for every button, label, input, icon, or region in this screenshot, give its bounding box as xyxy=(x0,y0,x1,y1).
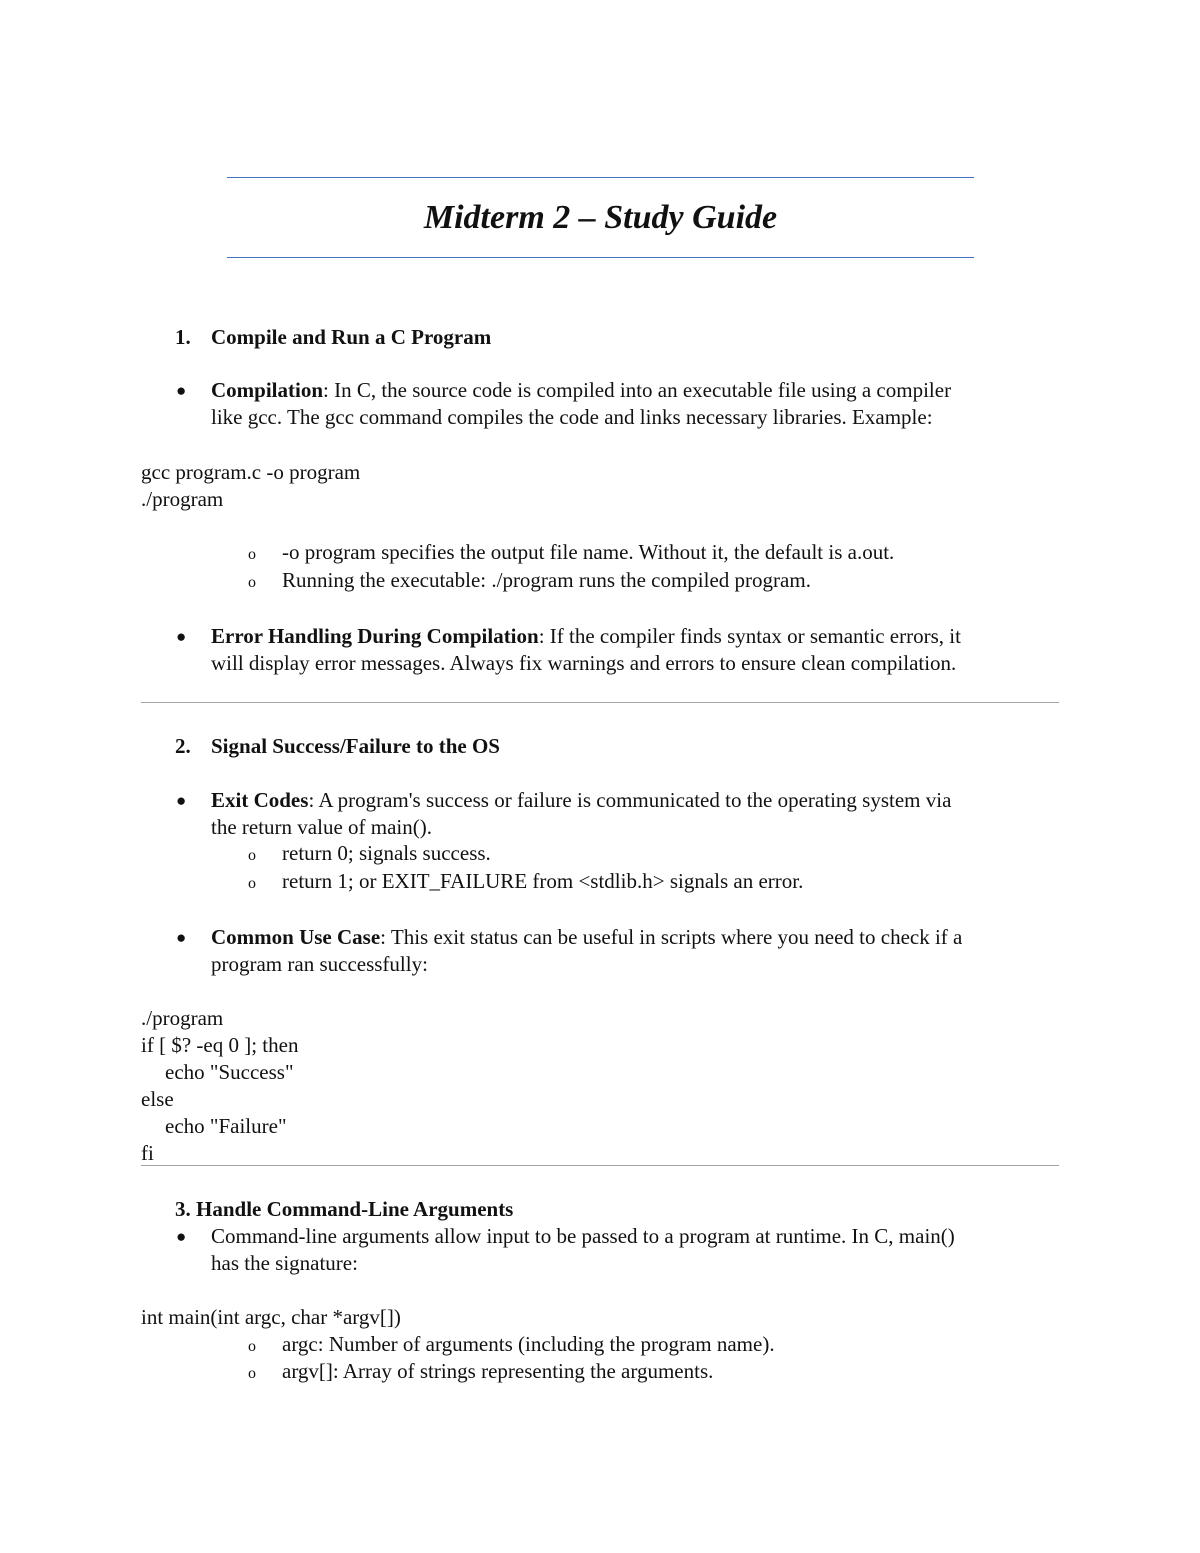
section-1-subitem: Running the executable: ./program runs the compiled program. xyxy=(282,568,811,592)
exit-codes-line-1 xyxy=(211,787,951,814)
use-case-text: : This exit status can be useful in scripts where you need to check if a xyxy=(380,925,963,949)
bullet-icon: ● xyxy=(176,1227,187,1246)
sub-bullet-icon: o xyxy=(248,847,256,864)
section-3-heading: 3. Handle Command-Line Arguments xyxy=(175,1197,514,1221)
bullet-icon: ● xyxy=(176,791,187,810)
code-line: ./program xyxy=(141,487,224,511)
error-handling-line-1 xyxy=(211,623,961,650)
code-line: echo "Success" xyxy=(165,1060,294,1084)
error-handling-line-2: will display error messages. Always fix warnings and errors to ensure clean compilation. xyxy=(211,651,957,675)
code-line: gcc program.c -o program xyxy=(141,460,361,484)
section-2-heading: Signal Success/Failure to the OS xyxy=(211,734,500,758)
compilation-text: : In C, the source code is compiled into an executable file using a compiler xyxy=(323,378,952,402)
code-line: fi xyxy=(141,1141,154,1165)
use-case-line-1 xyxy=(211,924,962,951)
section-1-number: 1. xyxy=(175,325,191,349)
exit-codes-text: : A program's success or failure is communicated to the operating system via xyxy=(308,788,952,812)
page-title: Midterm 2 – Study Guide xyxy=(423,199,778,236)
section-divider xyxy=(141,702,1059,703)
compilation-line-2: like gcc. The gcc command compiles the code and links necessary libraries. Example: xyxy=(211,405,933,429)
code-line: echo "Failure" xyxy=(165,1114,287,1138)
section-3-subitem: argc: Number of arguments (including the program name). xyxy=(282,1332,775,1356)
section-3-subitem: argv[]: Array of strings representing the arguments. xyxy=(282,1359,714,1383)
title-rule-top xyxy=(227,177,974,178)
bullet-icon: ● xyxy=(176,381,187,400)
exit-codes-term: Exit Codes xyxy=(211,788,309,812)
code-line: else xyxy=(141,1087,174,1111)
code-line: int main(int argc, char *argv[]) xyxy=(141,1305,401,1329)
compilation-line-1 xyxy=(211,377,951,404)
error-handling-text: : If the compiler finds syntax or semantic errors, it xyxy=(538,624,961,648)
code-line: ./program xyxy=(141,1006,224,1030)
section-divider xyxy=(141,1165,1059,1166)
use-case-line-2: program ran successfully: xyxy=(211,952,428,976)
section-3-bullet-line-1: Command-line arguments allow input to be passed to a program at runtime. In C, main() xyxy=(211,1224,955,1248)
sub-bullet-icon: o xyxy=(248,1365,256,1382)
section-2-subitem: return 0; signals success. xyxy=(282,841,491,865)
title-rule-bottom xyxy=(227,257,974,258)
section-2-number: 2. xyxy=(175,734,191,758)
sub-bullet-icon: o xyxy=(248,875,256,892)
error-handling-term: Error Handling During Compilation xyxy=(211,624,539,648)
section-1-subitem: -o program specifies the output file name. Without it, the default is a.out. xyxy=(282,540,895,564)
sub-bullet-icon: o xyxy=(248,574,256,591)
section-3-bullet-line-2: has the signature: xyxy=(211,1251,358,1275)
sub-bullet-icon: o xyxy=(248,546,256,563)
exit-codes-line-2: the return value of main(). xyxy=(211,815,432,839)
bullet-icon: ● xyxy=(176,928,187,947)
section-2-subitem: return 1; or EXIT_FAILURE from <stdlib.h> signals an error. xyxy=(282,869,804,893)
compilation-term: Compilation xyxy=(211,378,324,402)
section-1-heading: Compile and Run a C Program xyxy=(211,325,492,349)
bullet-icon: ● xyxy=(176,627,187,646)
code-line: if [ $? -eq 0 ]; then xyxy=(141,1033,299,1057)
use-case-term: Common Use Case xyxy=(211,925,381,949)
sub-bullet-icon: o xyxy=(248,1338,256,1355)
